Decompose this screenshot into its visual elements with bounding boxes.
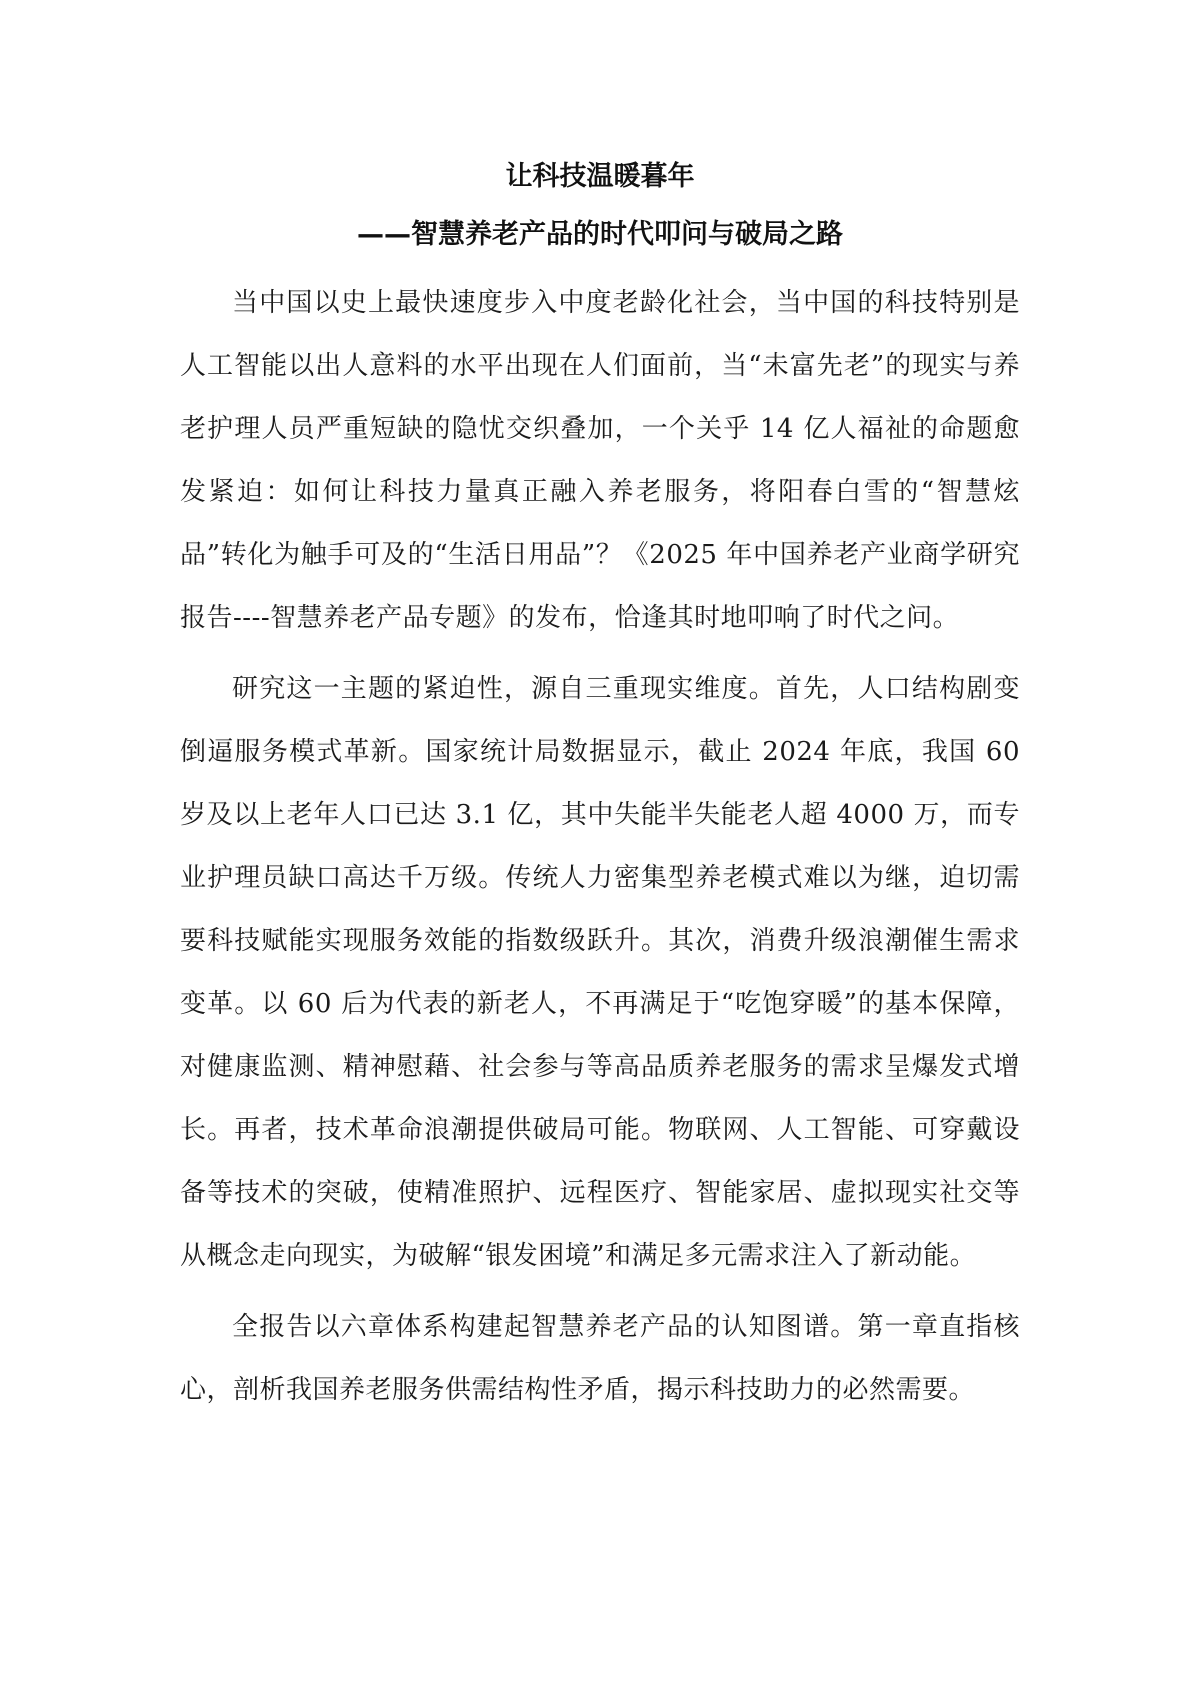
- paragraph-urgency: 研究这一主题的紧迫性，源自三重现实维度。首先，人口结构剧变倒逼服务模式革新。国家统计局数据显示，截止 2024 年底，我国 60 岁及以上老年人口已达 3.1 亿，其中失能半失能老人超 4000 万，而专业护理员缺口高达千万级。传统人力密集型养老模式难以为继，迫切需要科技赋能实现服务效能的指数级跃升。其次，消费升级浪潮催生需求变革。以 60 后为代表的新老人，不再满足于“吃饱穿暖”的基本保障，对健康监测、精神慰藉、社会参与等高品质养老服务的需求呈爆发式增长。再者，技术革命浪潮提供破局可能。物联网、人工智能、可穿戴设备等技术的突破，使精准照护、远程医疗、智能家居、虚拟现实社交等从概念走向现实，为破解“银发困境”和满足多元需求注入了新动能。: [180, 674, 1020, 1271]
- paragraph-intro: 当中国以史上最快速度步入中度老龄化社会，当中国的科技特别是人工智能以出人意料的水平出现在人们面前，当“未富先老”的现实与养老护理人员严重短缺的隐忧交织叠加，一个关乎 14 亿人福祉的命题愈发紧迫：如何让科技力量真正融入养老服务，将阳春白雪的“智慧炫品”转化为触手可及的“生活日用品”？《2025 年中国养老产业商学研究报告----智慧养老产品专题》的发布，恰逢其时地叩响了时代之问。: [180, 288, 1020, 633]
- document-title: 让科技温暖暮年: [505, 161, 695, 192]
- document-body: [180, 150, 1020, 1430]
- document-subtitle: ——智慧养老产品的时代叩问与破局之路: [357, 219, 843, 250]
- paragraph-structure: 全报告以六章体系构建起智慧养老产品的认知图谱。第一章直指核心，剖析我国养老服务供需结构性矛盾，揭示科技助力的必然需要。: [180, 1312, 1020, 1405]
